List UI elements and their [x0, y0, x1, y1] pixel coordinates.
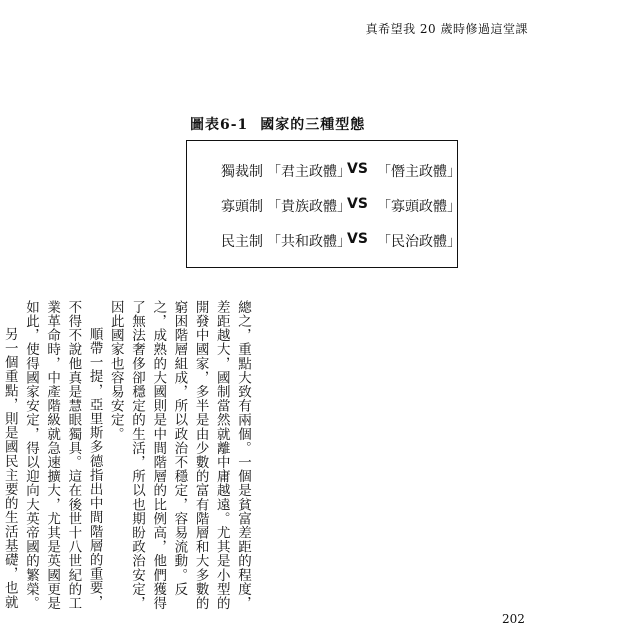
good-form: 「貴族政體」	[267, 199, 351, 215]
good-form: 「共和政體」	[267, 234, 351, 250]
government-type-name: 民主制	[221, 234, 263, 250]
table-row	[187, 161, 461, 187]
good-form: 「君主政體」	[267, 164, 351, 180]
corrupt-form: 「寡頭政體」	[377, 199, 461, 215]
paragraph: 另一個重點，則是國民主要的生活基礎，也就	[1, 327, 18, 609]
paragraph: 順帶一提，亞里斯多德指出中間階層的重要，不得不說他真是慧眼獨具。這在後世十八世紀的工業革命時，中產階級就急速擴大，尤其是英國更是如此，使得國家安定，得以迎向大英帝國的繁榮。	[22, 300, 103, 611]
corrupt-form: 「僭主政體」	[377, 164, 461, 180]
figure-caption	[190, 114, 365, 134]
body-text	[0, 300, 253, 620]
government-type-name: 寡頭制	[221, 199, 263, 215]
corrupt-form: 「民治政體」	[377, 234, 461, 250]
page-number: 202	[502, 612, 525, 626]
government-type-name: 獨裁制	[221, 164, 263, 180]
vs-label: VS	[347, 231, 368, 247]
table-row	[187, 196, 461, 222]
vs-label: VS	[347, 161, 368, 177]
running-header: 真希望我 20 歲時修過這堂課	[365, 22, 528, 36]
figure-title: 國家的三種型態	[260, 117, 366, 133]
paragraph: 總之，重點大致有兩個。一個是貧富差距的程度，差距越大，國制當然就離中庸越遠。尤其是小型的開發中國家，多半是由少數的富有階層和大多數的窮困階層組成，所以政治不穩定，容易流動。反之，成熟的大國則是中間階層的比例高，他們獲得了無法奢侈卻穩定的生活，所以也期盼政治安定，因此國家也容易安定。	[107, 300, 251, 611]
government-types-table	[186, 140, 461, 268]
table-row	[187, 231, 461, 257]
vs-label: VS	[347, 196, 368, 212]
figure-number: 圖表6-1	[190, 117, 249, 133]
